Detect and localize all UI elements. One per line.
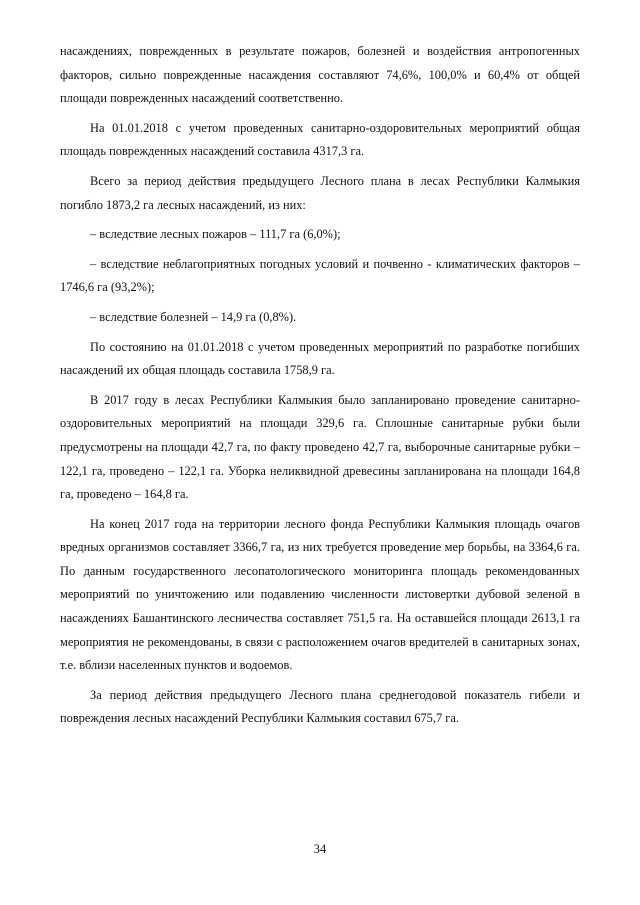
- page-number: 34: [313, 842, 327, 856]
- list-item-weather: – вследствие неблагоприятных погодных условий и почвенно - климатических факторов – 1746,6 га (93,2%);: [60, 256, 580, 295]
- paragraph-1: насаждениях, поврежденных в результате пожаров, болезней и воздействия антропогенных факторов, сильно поврежденные насаждения составляют 74,6%, 100,0% и 60,4% от общей площади поврежденных насаждений соответственно.: [60, 44, 580, 106]
- list-item-diseases: – вследствие болезней – 14,9 га (0,8%).: [90, 309, 297, 324]
- document-body: [60, 40, 580, 731]
- paragraph-5: В 2017 году в лесах Республики Калмыкия было запланировано проведение санитарно-оздоровительных мероприятий на площади 329,6 га. Сплошные санитарные рубки были предусмотрены на площади 42,7 га, по факту проведено 42,7 га, выборочные санитарные рубки – 122,1 га, проведено – 122,1 га. Уборка неликвидной древесины запланирована на площади 164,8 га, проведено – 164,8 га.: [60, 392, 580, 502]
- paragraph-7: За период действия предыдущего Лесного плана среднегодовой показатель гибели и повреждения лесных насаждений Республики Калмыкия составил 675,7 га.: [60, 687, 580, 726]
- paragraph-2: На 01.01.2018 с учетом проведенных санитарно-оздоровительных мероприятий общая площадь поврежденных насаждений составила 4317,3 га.: [60, 120, 580, 159]
- list-item-fires: – вследствие лесных пожаров – 111,7 га (6,0%);: [90, 227, 341, 242]
- paragraph-3: Всего за период действия предыдущего Лесного плана в лесах Республики Калмыкия погибло 1873,2 га лесных насаждений, из них:: [60, 173, 580, 212]
- paragraph-6: На конец 2017 года на территории лесного фонда Республики Калмыкия площадь очагов вредных организмов составляет 3366,7 га, из них требуется проведение мер борьбы, на 3364,6 га. По данным государственного лесопатологического мониторинга площадь рекомендованных мероприятий по уничтожению или подавлению численности листовертки дубовой зеленой в насаждениях Башантинского лесничества составляет 751,5 га. На оставшейся площади 2613,1 га мероприятия не рекомендованы, в связи с расположением очагов вредителей в санитарных зонах, т.е. вблизи населенных пунктов и водоемов.: [60, 516, 580, 673]
- paragraph-4: По состоянию на 01.01.2018 с учетом проведенных мероприятий по разработке погибших насаждений их общая площадь составила 1758,9 га.: [60, 339, 580, 378]
